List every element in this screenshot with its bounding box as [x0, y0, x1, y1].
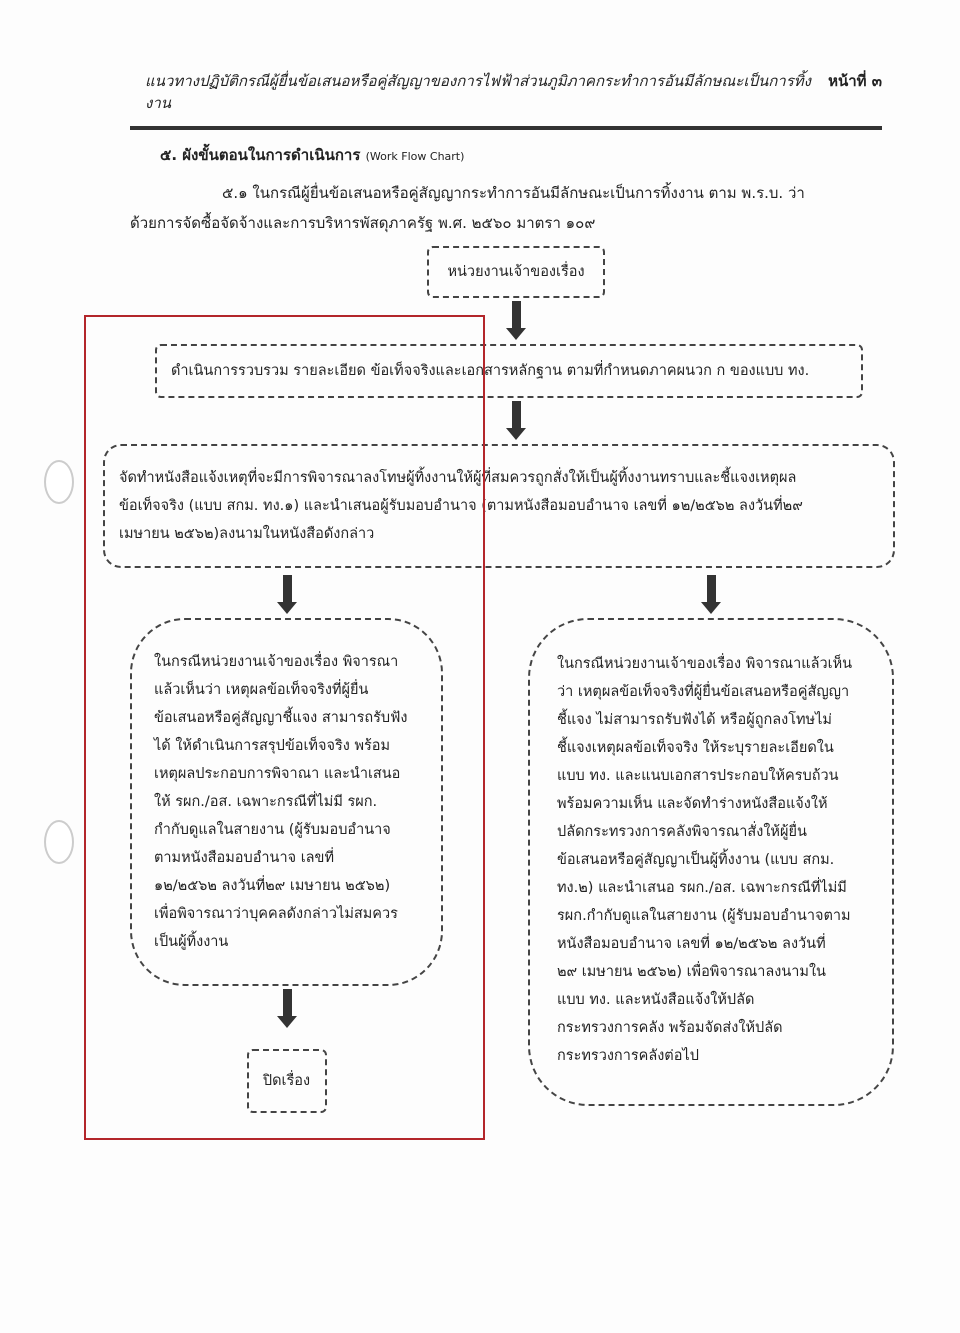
flow-branch-reject-line: ชี้แจงเหตุผลข้อเท็จจริง ให้ระบุรายละเอียดใน — [557, 740, 834, 756]
flow-branch-accept-line: ตามหนังสือมอบอำนาจ เลขที่ — [154, 850, 335, 866]
flow-branch-reject-line: กระทรวงการคลังต่อไป — [557, 1048, 699, 1064]
flow-end-row — [130, 1049, 443, 1113]
arrow-down-icon — [277, 989, 297, 1029]
flow-branch-reject-line: แบบ ทง. และแนบเอกสารประกอบให้ครบถ้วน — [557, 768, 839, 784]
flow-start-box — [427, 246, 605, 298]
arrow-down-icon — [506, 401, 526, 441]
flow-step-notify-line: เมษายน ๒๕๖๒)ลงนามในหนังสือดังกล่าว — [119, 526, 375, 542]
header-rule — [130, 126, 882, 130]
flow-step-collect — [155, 344, 863, 398]
flow-branch-reject-line: พร้อมความเห็น และจัดทำร่างหนังสือแจ้งให้ — [557, 796, 828, 812]
flow-branch-reject-line: รผก.กำกับดูแลในสายงาน (ผู้รับมอบอำนาจตาม — [557, 908, 851, 924]
paragraph-line: ๕.๑ ในกรณีผู้ยื่นข้อเสนอหรือคู่สัญญากระทำการอันมีลักษณะเป็นการทิ้งงาน ตาม พ.ร.บ. ว่า — [222, 184, 805, 202]
flow-start-row — [130, 246, 882, 298]
arrow-down-icon — [277, 575, 297, 615]
flow-branch-accept-line: เหตุผลประกอบการพิจาณา และนำเสนอ — [154, 766, 401, 782]
flow-branch-accept-line: ให้ รผก./อส. เฉพาะกรณีที่ไม่มี รผก. — [154, 794, 378, 810]
section-heading-en: (Work Flow Chart) — [365, 150, 465, 163]
flow-branch-accept-line: ข้อเสนอหรือคู่สัญญาชี้แจง สามารถรับฟัง — [154, 710, 408, 726]
flow-branch-accept-line: ได้ ให้ดำเนินการสรุปข้อเท็จจริง พร้อม — [154, 738, 391, 754]
flow-branch-accept-line: เพื่อพิจารณาว่าบุคคลดังกล่าวไม่สมควร — [154, 906, 398, 922]
flow-branch-accept-line: เป็นผู้ทิ้งงาน — [154, 934, 229, 950]
flow-branch-reject-line: ปลัดกระทรวงการคลังพิจารณาสั่งให้ผู้ยื่น — [557, 824, 807, 840]
flow-end-label: ปิดเรื่อง — [262, 1073, 311, 1089]
flow-branch-reject-line: ข้อเสนอหรือคู่สัญญาเป็นผู้ทิ้งงาน (แบบ สกม. — [557, 852, 835, 868]
flow-step-collect-text: ดำเนินการรวบรวม รายละเอียด ข้อเท็จจริงและเอกสารหลักฐาน ตามที่กำหนดภาคผนวก ก ของแบบ ทง. — [171, 363, 810, 379]
flow-branch-reject-line: กระทรวงการคลัง พร้อมจัดส่งให้ปลัด — [557, 1020, 783, 1036]
flow-branch-reject-line: ๒๙ เมษายน ๒๕๖๒) เพื่อพิจารณาลงนามใน — [557, 964, 826, 980]
flow-branches — [130, 572, 882, 1113]
flow-left-column — [130, 572, 443, 1113]
section-heading — [160, 144, 882, 168]
flow-branch-reject-line: ในกรณีหน่วยงานเจ้าของเรื่อง พิจารณาแล้วเห็น — [557, 656, 853, 672]
arrow-down-icon — [701, 575, 721, 615]
flow-branch-reject-line: ชี้แจง ไม่สามารถรับฟังได้ หรือผู้ถูกลงโทษไม่ — [557, 712, 832, 728]
flow-branch-reject-line: หนังสือมอบอำนาจ เลขที่ ๑๒/๒๕๖๒ ลงวันที่ — [557, 936, 826, 952]
flow-branch-accept-line: ๑๒/๒๕๖๒ ลงวันที่๒๙ เมษายน ๒๕๖๒) — [154, 878, 391, 894]
flow-right-column — [528, 572, 894, 1106]
flow-branch-accept — [130, 618, 443, 986]
paragraph-line: ด้วยการจัดซื้อจัดจ้างและการบริหารพัสดุภาครัฐ พ.ศ. ๒๕๖๐ มาตรา ๑๐๙ — [130, 214, 596, 232]
flow-end-box — [247, 1049, 327, 1113]
arrow-down-icon — [506, 301, 526, 341]
flow-branch-accept-line: ในกรณีหน่วยงานเจ้าของเรื่อง พิจารณา — [154, 654, 399, 670]
flow-branch-reject-line: ทง.๒) และนำเสนอ รผก./อส. เฉพาะกรณีที่ไม่มี — [557, 880, 847, 896]
document-header-row — [130, 70, 882, 114]
flow-branch-reject-line: ว่า เหตุผลข้อเท็จจริงที่ผู้ยื่นข้อเสนอหรือคู่สัญญา — [557, 684, 850, 700]
flow-branch-accept-line: แล้วเห็นว่า เหตุผลข้อเท็จจริงที่ผู้ยื่น — [154, 682, 369, 698]
section-heading-th: ๕. ผังขั้นตอนในการดำเนินการ — [160, 146, 361, 164]
flow-start-label: หน่วยงานเจ้าของเรื่อง — [447, 264, 585, 280]
page-number: หน้าที่ ๓ — [828, 72, 882, 90]
flow-branch-reject — [528, 618, 894, 1106]
document-header: แนวทางปฏิบัติกรณีผู้ยื่นข้อเสนอหรือคู่สัญญาของการไฟฟ้าส่วนภูมิภาคกระทำการอันมีลักษณะเป็นการทิ้งงาน — [145, 72, 811, 112]
flow-step-notify-line: จัดทำหนังสือแจ้งเหตุที่จะมีการพิจารณาลงโทษผู้ทิ้งงานให้ผู้ที่สมควรถูกสั่งให้เป็นผู้ทิ้งงานทราบและชี้แจงเหตุผล — [119, 470, 797, 486]
flow-step-notify-line: ข้อเท็จจริง (แบบ สกม. ทง.๑) และนำเสนอผู้รับมอบอำนาจ (ตามหนังสือมอบอำนาจ เลขที่ ๑๒/๒๕๖๒ ลงวันที่๒๙ — [119, 498, 803, 514]
flow-branch-accept-line: กำกับดูแลในสายงาน (ผู้รับมอบอำนาจ — [154, 822, 391, 838]
flow-step-notify — [103, 444, 895, 568]
flow-branch-reject-line: แบบ ทง. และหนังสือแจ้งให้ปลัด — [557, 992, 755, 1008]
